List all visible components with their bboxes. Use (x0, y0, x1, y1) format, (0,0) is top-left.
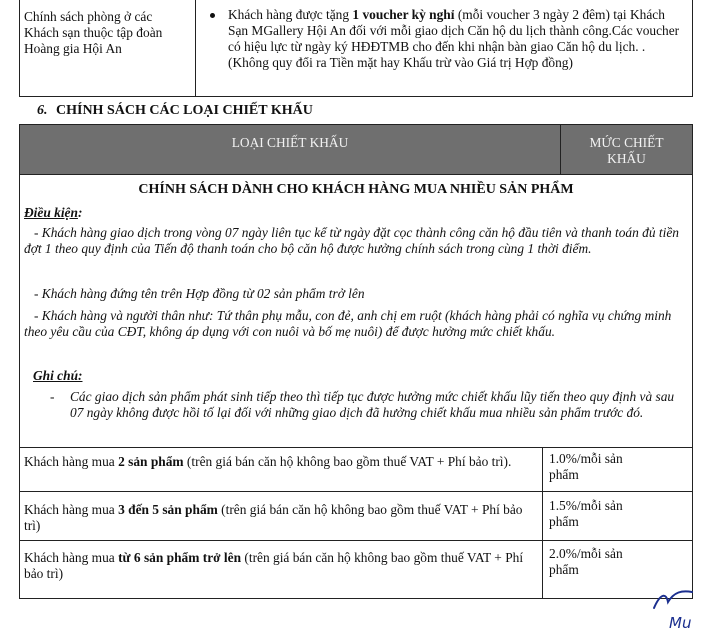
rate-cell: 2.0%/mỗi sản phẩm (549, 546, 623, 577)
condition-item-1: - Khách hàng giao dịch trong vòng 07 ngày liên tục kể từ ngày đặt cọc thành công căn hộ đầu tiên và thanh toán đủ tiền đợt 1 theo quy định của Tiến độ thanh toán cho bộ căn hộ được hưởng chính sách trong cùng 1 thời điểm. (24, 225, 679, 256)
condition-item-3: - Khách hàng và người thân như: Tứ thân phụ mẫu, con đẻ, anh chị em ruột (khách hàng phải có nghĩa vụ chứng minh theo yêu cầu của CĐT, không áp dụng với con nuôi và bố mẹ nuôi) để được hưởng mức chiết khấu. (24, 308, 672, 339)
rows-top-line (19, 447, 693, 448)
table-row: Khách hàng mua 3 đến 5 sản phẩm (trên giá bán căn hộ không bao gồm thuế VAT + Phí bảo trì) (24, 502, 523, 533)
table-row: Khách hàng mua từ 6 sản phẩm trở lên (trên giá bán căn hộ không bao gồm thuế VAT + Phí bảo trì) (24, 550, 524, 581)
note-dash: - (50, 389, 55, 404)
rate-cell: 1.0%/mỗi sản phẩm (549, 451, 623, 482)
section-title: CHÍNH SÁCH CÁC LOẠI CHIẾT KHẤU (56, 103, 313, 118)
signature-mark-icon (648, 588, 698, 616)
header-bottom-line (19, 174, 693, 175)
header-cell-type (20, 125, 560, 174)
top-table-divider (195, 0, 196, 97)
note-heading: Ghi chú: (33, 368, 83, 383)
section-heading (37, 102, 313, 119)
signature-initials: Mu (669, 614, 692, 632)
policy-subtitle: CHÍNH SÁCH DÀNH CHO KHÁCH HÀNG MUA NHIỀU SẢN PHẨM (138, 182, 574, 197)
row-line (19, 540, 693, 541)
table-row: Khách hàng mua 2 sản phẩm (trên giá bán căn hộ không bao gồm thuế VAT + Phí bảo trì). (24, 454, 512, 469)
conditions-label: Điều kiện (24, 205, 78, 220)
header-cell-rate (561, 125, 692, 174)
note-text: Các giao dịch sản phẩm phát sinh tiếp theo thì tiếp tục được hưởng mức chiết khấu lũy tiến theo quy định và sau 07 ngày không được hồi tố lại đối với những giao dịch đã hưởng chiết khấu mua nhiều sản phẩm trước đó. (70, 389, 675, 420)
section-number: 6. (37, 103, 48, 118)
bullet-icon (210, 13, 215, 18)
header-type-label: LOẠI CHIẾT KHẤU (231, 135, 349, 150)
conditions-heading: Điều kiện: (24, 205, 83, 220)
condition-item-2: - Khách hàng đứng tên trên Hợp đồng từ 02 sản phẩm trở lên (34, 286, 365, 301)
top-table-bullet-text: Khách hàng được tặng 1 voucher kỳ nghỉ (mỗi voucher 3 ngày 2 đêm) tại Khách Sạn MGallery Hội An đối với mỗi giao dịch Căn hộ du lịch thành công.Các voucher có hiệu lực từ ngày ký HĐĐTMB cho đến khi nhận bàn giao Căn hộ du lịch. .(Không quy đổi ra Tiền mặt hay Khấu trừ vào Giá trị Hợp đồng) (228, 7, 680, 70)
header-rate-label: MỨC CHIẾT KHẤU (589, 135, 664, 166)
rate-cell: 1.5%/mỗi sản phẩm (549, 498, 623, 529)
row-line (19, 491, 693, 492)
top-table-left-cell: Chính sách phòng ở các Khách sạn thuộc tập đoàn Hoàng gia Hội An (24, 9, 163, 56)
rows-divider (542, 447, 543, 599)
